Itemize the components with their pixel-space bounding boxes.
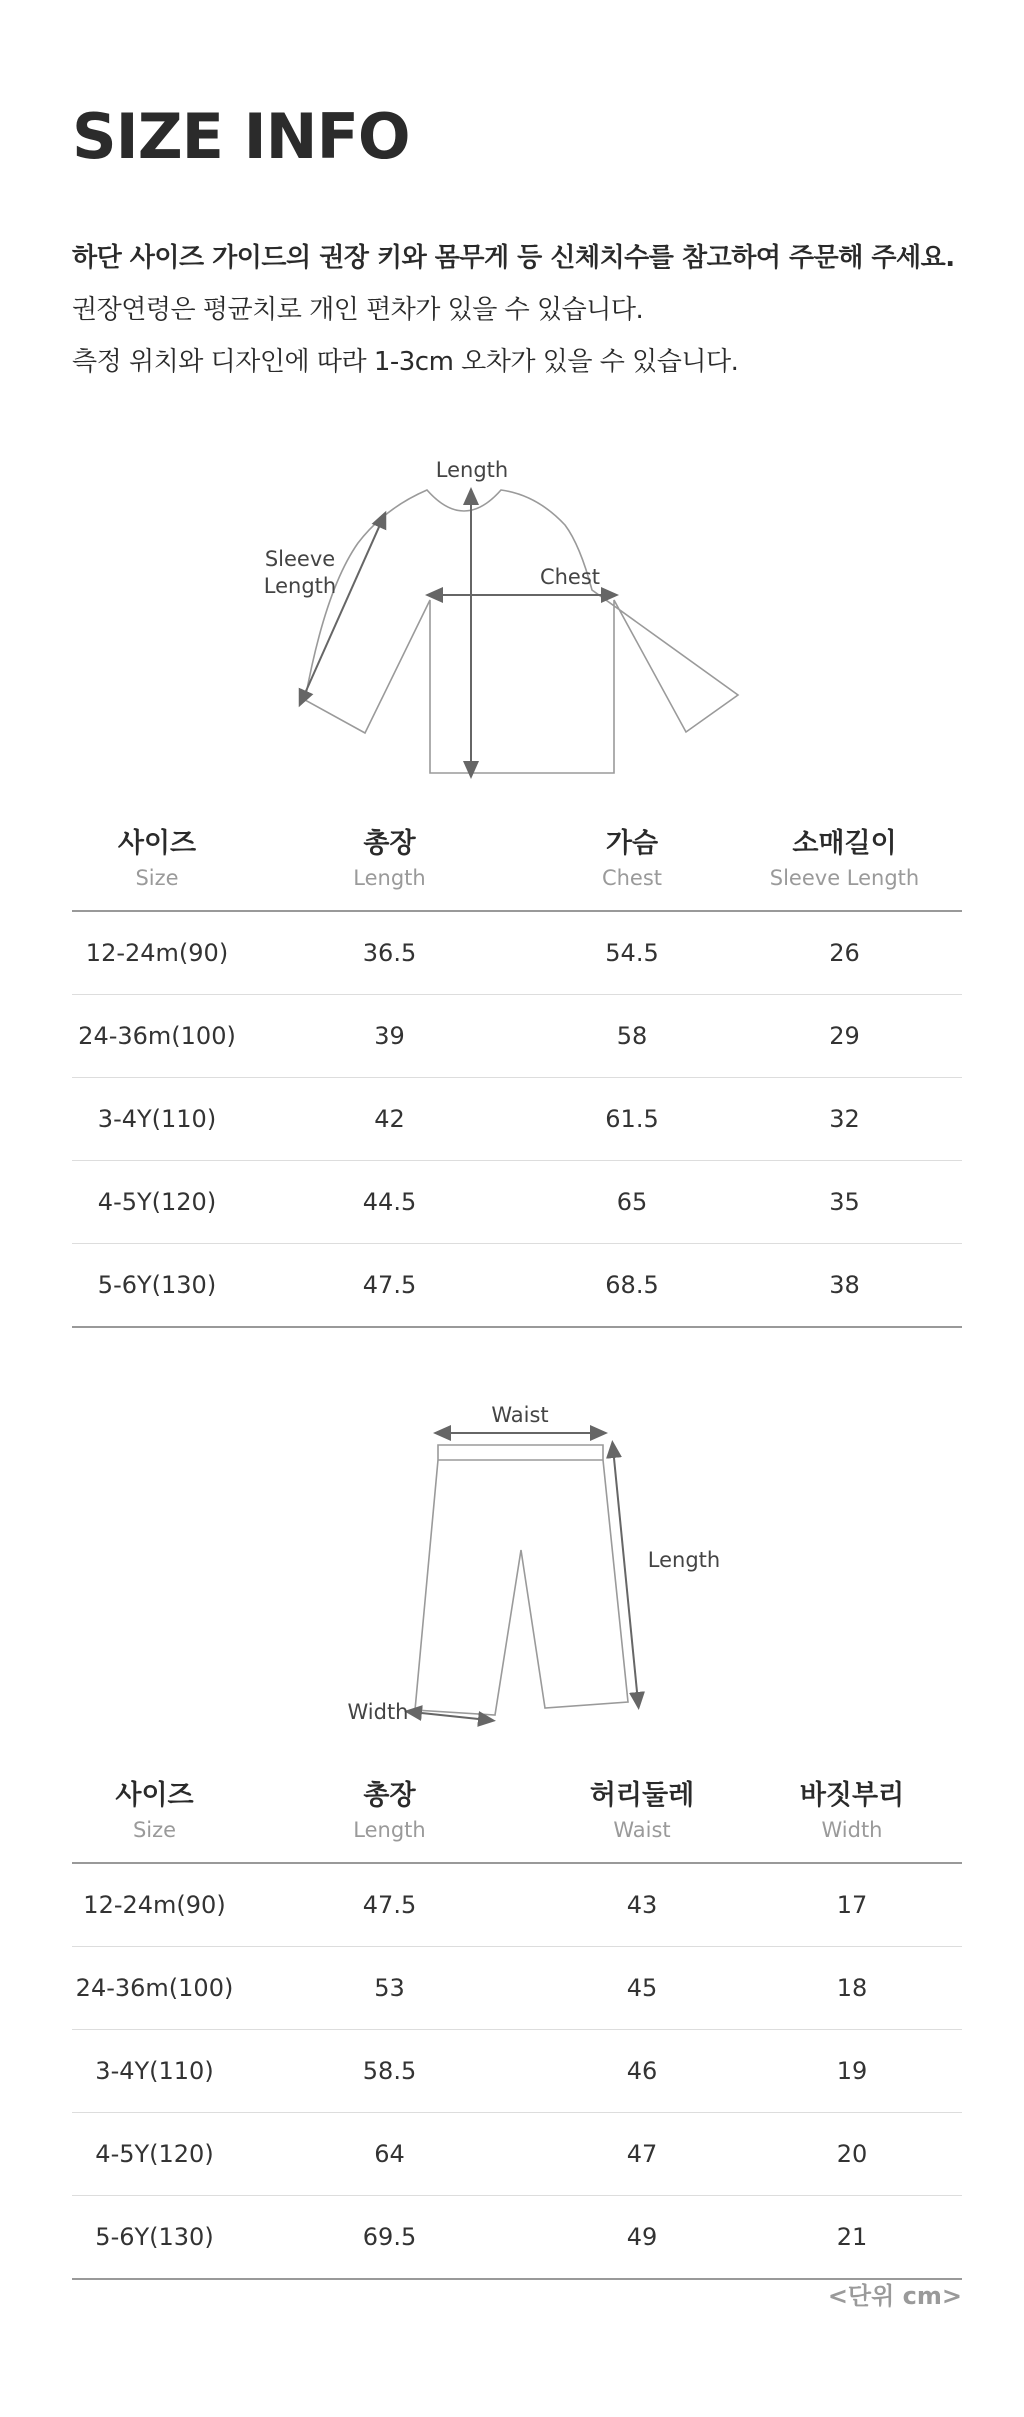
cell-width: 17 xyxy=(742,1863,962,1947)
waist-label: Waist xyxy=(491,1403,549,1427)
header-en: Length xyxy=(353,865,426,890)
cell-size: 5-6Y(130) xyxy=(72,2196,237,2280)
header-en: Sleeve Length xyxy=(769,865,920,890)
top-measurement-diagram xyxy=(250,440,770,790)
table-header-row xyxy=(72,1752,962,1863)
table-row xyxy=(72,911,962,995)
cell-size: 24-36m(100) xyxy=(72,1947,237,2030)
cell-chest: 68.5 xyxy=(537,1244,727,1328)
header-ko: 바짓부리 xyxy=(799,1779,905,1811)
bottom-measurement-diagram xyxy=(330,1390,730,1730)
header-en: Width xyxy=(821,1817,883,1842)
cell-size: 24-36m(100) xyxy=(72,995,242,1078)
cell-width: 21 xyxy=(742,2196,962,2280)
cell-length: 58.5 xyxy=(237,2030,542,2113)
header-ko: 허리둘레 xyxy=(589,1779,695,1811)
cell-width: 19 xyxy=(742,2030,962,2113)
header-ko: 가슴 xyxy=(605,827,659,859)
cell-waist: 49 xyxy=(542,2196,742,2280)
length-label: Length xyxy=(647,1548,721,1572)
table-row xyxy=(72,1161,962,1244)
header-ko: 사이즈 xyxy=(115,1779,194,1811)
cell-size: 4-5Y(120) xyxy=(72,1161,242,1244)
cell-length: 39 xyxy=(242,995,537,1078)
cell-size: 3-4Y(110) xyxy=(72,1078,242,1161)
cell-sleeve: 29 xyxy=(727,995,962,1078)
cell-length: 69.5 xyxy=(237,2196,542,2280)
cell-length: 53 xyxy=(237,1947,542,2030)
col-length-header xyxy=(237,1752,542,1863)
cell-length: 42 xyxy=(242,1078,537,1161)
cell-sleeve: 26 xyxy=(727,911,962,995)
table-row xyxy=(72,1078,962,1161)
header-ko: 총장 xyxy=(363,1779,416,1811)
header-en: Length xyxy=(353,1817,426,1842)
cell-waist: 45 xyxy=(542,1947,742,2030)
length-label: Length xyxy=(435,458,509,482)
pants-outline xyxy=(415,1445,628,1715)
cell-waist: 46 xyxy=(542,2030,742,2113)
cell-length: 64 xyxy=(237,2113,542,2196)
intro-line-2: 권장연령은 평균치로 개인 편차가 있을 수 있습니다. xyxy=(72,295,644,325)
cell-width: 20 xyxy=(742,2113,962,2196)
col-size-header xyxy=(72,800,242,911)
top-size-table xyxy=(72,800,962,1328)
cell-length: 44.5 xyxy=(242,1161,537,1244)
shirt-outline xyxy=(305,490,738,773)
cell-size: 12-24m(90) xyxy=(72,911,242,995)
header-en: Size xyxy=(132,1817,177,1842)
cell-size: 12-24m(90) xyxy=(72,1863,237,1947)
table-row xyxy=(72,2196,962,2280)
intro-line-3: 측정 위치와 디자인에 따라 1-3cm 오차가 있을 수 있습니다. xyxy=(72,347,739,377)
cell-length: 47.5 xyxy=(237,1863,542,1947)
cell-waist: 47 xyxy=(542,2113,742,2196)
cell-chest: 54.5 xyxy=(537,911,727,995)
table-row xyxy=(72,2113,962,2196)
unit-note: <단위 cm> xyxy=(827,2282,962,2310)
cell-waist: 43 xyxy=(542,1863,742,1947)
header-ko: 소매길이 xyxy=(792,827,897,859)
sleeve-label-line1: Sleeve xyxy=(264,547,336,571)
chest-label: Chest xyxy=(539,565,601,589)
col-length-header xyxy=(242,800,537,911)
cell-sleeve: 32 xyxy=(727,1078,962,1161)
header-en: Size xyxy=(135,865,179,890)
table-row xyxy=(72,1244,962,1328)
length-arrow xyxy=(613,1448,638,1702)
intro-notes xyxy=(72,232,972,388)
bottom-size-table xyxy=(72,1752,962,2280)
header-ko: 사이즈 xyxy=(117,827,197,859)
cell-chest: 58 xyxy=(537,995,727,1078)
width-label: Width xyxy=(347,1700,409,1724)
cell-sleeve: 38 xyxy=(727,1244,962,1328)
col-width-header xyxy=(742,1752,962,1863)
header-en: Chest xyxy=(601,865,663,890)
header-en: Waist xyxy=(613,1817,671,1842)
cell-size: 3-4Y(110) xyxy=(72,2030,237,2113)
cell-size: 5-6Y(130) xyxy=(72,1244,242,1328)
cell-width: 18 xyxy=(742,1947,962,2030)
table-row xyxy=(72,995,962,1078)
cell-chest: 65 xyxy=(537,1161,727,1244)
cell-sleeve: 35 xyxy=(727,1161,962,1244)
col-size-header xyxy=(72,1752,237,1863)
sleeve-length-arrow xyxy=(302,518,383,700)
col-waist-header xyxy=(542,1752,742,1863)
table-row xyxy=(72,1947,962,2030)
cell-size: 4-5Y(120) xyxy=(72,2113,237,2196)
cell-chest: 61.5 xyxy=(537,1078,727,1161)
header-ko: 총장 xyxy=(363,827,416,859)
col-sleeve-header xyxy=(727,800,962,911)
sleeve-label-line2: Length xyxy=(263,574,337,598)
cell-length: 47.5 xyxy=(242,1244,537,1328)
page-title: SIZE INFO xyxy=(72,100,410,173)
cell-length: 36.5 xyxy=(242,911,537,995)
table-row xyxy=(72,2030,962,2113)
table-row xyxy=(72,1863,962,1947)
table-header-row xyxy=(72,800,962,911)
intro-line-1: 하단 사이즈 가이드의 권장 키와 몸무게 등 신체치수를 참고하여 주문해 주세요. xyxy=(72,243,955,273)
col-chest-header xyxy=(537,800,727,911)
